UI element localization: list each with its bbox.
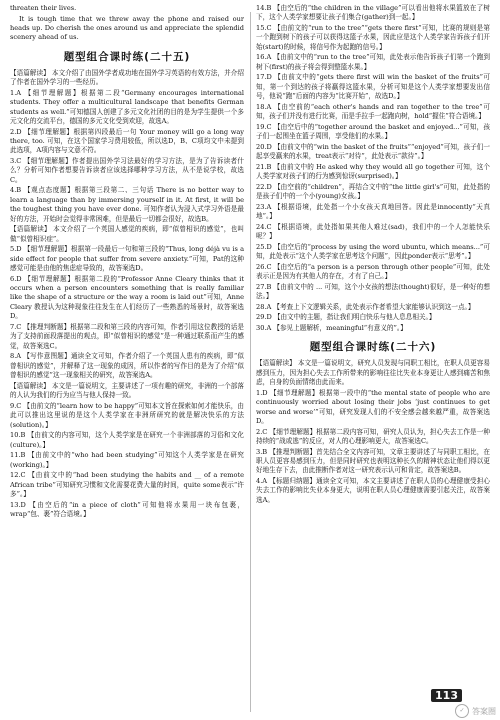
answer-item: 28.A 【考查上下文逻辑关系，此处表示作者希望大家能够认识到这一点。】	[256, 302, 475, 311]
answer-item: 23.A 【根据语境，此处指一个小女孩天真地回答。因此是innocently“天真地”。】	[256, 202, 490, 221]
answer-item: 10.B 【由前文的内容可知，这个人类学家是在研究一个非洲部落的习俗和文化(culture)。】	[10, 431, 244, 449]
intro-paragraph: It is tough time that we threw away the phone and raised our heads up. Do cherish the ones around us and appreciate the splendid scenery ahead of us.	[10, 14, 244, 42]
answer-list-left	[10, 69, 244, 520]
answer-item: 3.C 【细节理解题】作者提出国外学习法最好的学习方法，是为了告诉读者什么？分析可知作者想要告诉读者应该选择哪种学习方法，从不是说学校，故选C。	[10, 157, 244, 184]
answer-item: 18.A 【由空前的“each other's hands and ran together to the tree”可知，孩子们并没有进行比赛，而是手拉手一起跑向树，hold“握住”符合语境。】	[256, 102, 490, 121]
answer-item: 11.B 【由前文中的“who had been studying”可知这个人类学家是在研究(working)。】	[10, 451, 244, 469]
watermark-logo-icon: ✓	[455, 704, 469, 718]
answer-item: 【语篇解读】 本文是一篇说明文，主要讲述了一项有趣的研究，非洲的一个部落的人认为我们的行为应当与他人保持一致。	[10, 381, 244, 400]
answer-item: 9.C 【由前文的“learn how to be happy”可知本文旨在探索如何才能快乐，由此可以推出这里说的是这个人类学家在非洲所研究的就是解决快乐的方法(solution)。】	[10, 401, 244, 429]
answer-item: 12.C 【由前文中的“had been studying the habits and __ of a remote African tribe”可知研究习惯和文化需要花费大量的时间，quite some表示“许多”。】	[10, 471, 244, 498]
answer-item: 26.C 【由空后的“a person is a person through other people”可知，此处表示正是因为有其他人的存在，才有了自己。】	[256, 262, 490, 281]
answer-item: 14.B 【由空后的“the children in the village”可以看出他将水果篮放在了树下，这个人类学家想要让孩子们集合(gather)到一起。】	[256, 4, 490, 22]
answer-item: 2.D 【细节理解题】根据第四段最后一句 Your money will go a long way there, too. 可知，在这个国家学习费用较低，所以选D，B、C项均文中未提到此选项，A项内容与文意不符。	[10, 127, 244, 155]
answer-item: 【语篇解读】 本文是一篇说明文，研究人员发现与同职工相比，在职人员更容易感到压力，因为担心失去工作所带来的影响往往比失业本身更让人感到痛苦和焦虑，自身的负面情绪由此而来。	[256, 359, 490, 387]
intro-line: threaten their lives.	[10, 4, 77, 12]
answer-item: 5.D 【细节理解题】根据第一段最后一句和第三段的“Thus, long déjà vu is a side effect for people that suffer from severe anxiety.”可知，Pat的这种感觉可能是由他的焦虑症导致的，故答案选D。	[10, 245, 244, 273]
watermark-text: 答案圈	[472, 706, 496, 716]
answer-item: 25.D 【由空后的“process by using the word ubuntu, which means...”可知，此处表示“这个人类学家在思考这个问题”，因此ponder表示“思考”。】	[256, 242, 490, 261]
watermark	[455, 704, 496, 718]
answer-list-right	[256, 4, 490, 333]
answer-item: 4.A 【标题归纳题】通读全文可知，本文主要讲述了在职人员的心理健康受担心失去工作的影响比失业本身更大，说明在职人员心理健康需要引起关注，故答案选A。	[256, 477, 490, 504]
answer-item: 6.D 【细节理解题】根据第二段的“Professor Anne Cleary thinks that it occurs when a person encounters something that is really familiar like the shape of a structure or the way a room is laid out”可知，Anne Cleary 教授认为这种现象往往发生在人们经历了一些熟悉的场景时，故答案选D。	[10, 274, 244, 321]
answer-item: 20.D 【由前文中的“win the basket of the fruits”“enjoyed”可知，孩子们一起享受赢来的水果，treat表示“对待”，此处表示“款待”。】	[256, 142, 490, 161]
answer-item: 3.B 【推理判断题】首先结合全文内容可知，文章主要讲述了与同职工相比，在职人员更容易感到压力，但是同时研究也表明这种长久的精神状态让他们得以更好地生存下去，由此推断作者对这一研究表示认可和肯定，故答案选B。	[256, 447, 490, 475]
answer-item: 7.C 【推理判断题】根据第二段和第三段的内容可知，作者引用这位教授的话是为了支持前面段落提出的观点，即“似曾相识的感觉”是一种通过联系而产生的感觉，故答案选C。	[10, 322, 244, 350]
document-page	[10, 4, 492, 716]
answer-item: 27.B 【由前文中的 ... 可知，这个小女孩的想法(thought)很好，是一种好的想法。】	[256, 282, 490, 301]
section-title-25: 题型组合课时练(二十五)	[63, 50, 191, 63]
page-number: 113	[431, 689, 462, 702]
answer-item: 19.C 【由空后中的“together around the basket and enjoyed...”可知，孩子们一起围坐在篮子周围，享受他们的水果。】	[256, 122, 490, 141]
answer-item: 29.D 【由文中的主题，指让我们明白快乐与他人息息相关。】	[256, 313, 436, 322]
answer-item: 【语篇解读】 本文介绍了一个英国人感觉的疾病，即“似曾相识的感觉”，也叫做“似曾相识症”。	[10, 225, 244, 243]
answer-item: 30.A 【参见上题解析，meaningful“有意义的”。】	[256, 324, 407, 332]
answer-item: 2.C 【细节理解题】根据第二段内容可知，研究人员认为，担心失去工作是一种持续的“战或逃”的反应，对人的心理影响更大，故答案选C。	[256, 427, 490, 446]
answer-item: 16.A 【由前文中的“run to the tree”可知，此处表示他告诉孩子们第一个跑到树下(first)的孩子将会得到整篮水果。】	[256, 53, 490, 71]
answer-item: 8.A 【写作意图题】通读全文可知，作者介绍了一个英国人患有的疾病，即“似曾相识的感觉”，并解释了这一现象的成因，所以作者的写作目的是为了介绍“似曾相识的感觉”这一现象相关的研究，故答案选A。	[10, 352, 244, 380]
answer-item: 1.A 【细节理解题】根据第二段“Germany encourages international students. They offer a multicultural landscape that benefits German students as well.”可知德国人创建了多元文化社团的目的是为学生提供一个多元文化的交流平台，德国的多元文化受到欢迎，故选A。	[10, 88, 244, 126]
answer-item: 17.D 【由前文中的“gets there first will win the basket of the fruits”可知，第一个到达的孩子将赢得这篮水果，分析可知是这个人类学家想要发出信号，他说“跑”后面的内容为“比赛开始”，故选D。】	[256, 73, 490, 101]
answer-item: 15.C 【由前文的“run to the tree”“gets there first”可知，比赛的规则是第一个跑到树下的孩子可以获得这篮子水果，因此应是这个人类学家告诉孩子们开始(start)的时候，将信号作为起跑的信号。】	[256, 24, 490, 51]
answer-item: 21.B 【由前文中的 He asked why they would all go together 可知，这个人类学家对孩子们的行为感到惊讶(surprised)。】	[256, 162, 490, 181]
section-title-26: 题型组合课时练(二十六)	[309, 341, 437, 354]
answer-item: 4.B 【观点态度题】根据第三段第二、三句话 There is no better way to learn a language than by immersing yourself in it. At first, it will be the toughest thing you have ever done. 可知作者认为浸入式学习外语是最好的方法，开始时会觉得非常困难，但是最后一切都会很好，故选B。	[10, 186, 244, 223]
answer-item: 22.D 【由空前的“children”，再结合文中的“the little girl's”可知，此处指的是孩子们中的一个小(young)女孩。】	[256, 182, 490, 201]
left-column	[10, 4, 244, 716]
answer-item: 13.D 【由空后的“in a piece of cloth”可知他将水果用一块布包裹，wrap“包、裹”符合语境。】	[10, 500, 244, 518]
answer-item: 【语篇解读】 本文介绍了由国外学者成功地在国外学习英语的有效方法，并介绍了作者在国外学习的一些经历。	[10, 68, 244, 87]
column-divider	[250, 12, 251, 712]
right-column	[256, 4, 490, 716]
answer-list-right-2	[256, 359, 490, 505]
answer-item: 24.C 【根据语境，此处指如果其他人难过(sad)，我们中的一个人怎能快乐呢？】	[256, 222, 490, 241]
answer-item: 1.D 【细节理解题】根据第一段中的“the mental state of people who are continuously worried about losing their jobs ‘just continues to get worse and worse’”可知，研究发现人们的不安全感会越来越严重，故答案选D。	[256, 388, 490, 426]
